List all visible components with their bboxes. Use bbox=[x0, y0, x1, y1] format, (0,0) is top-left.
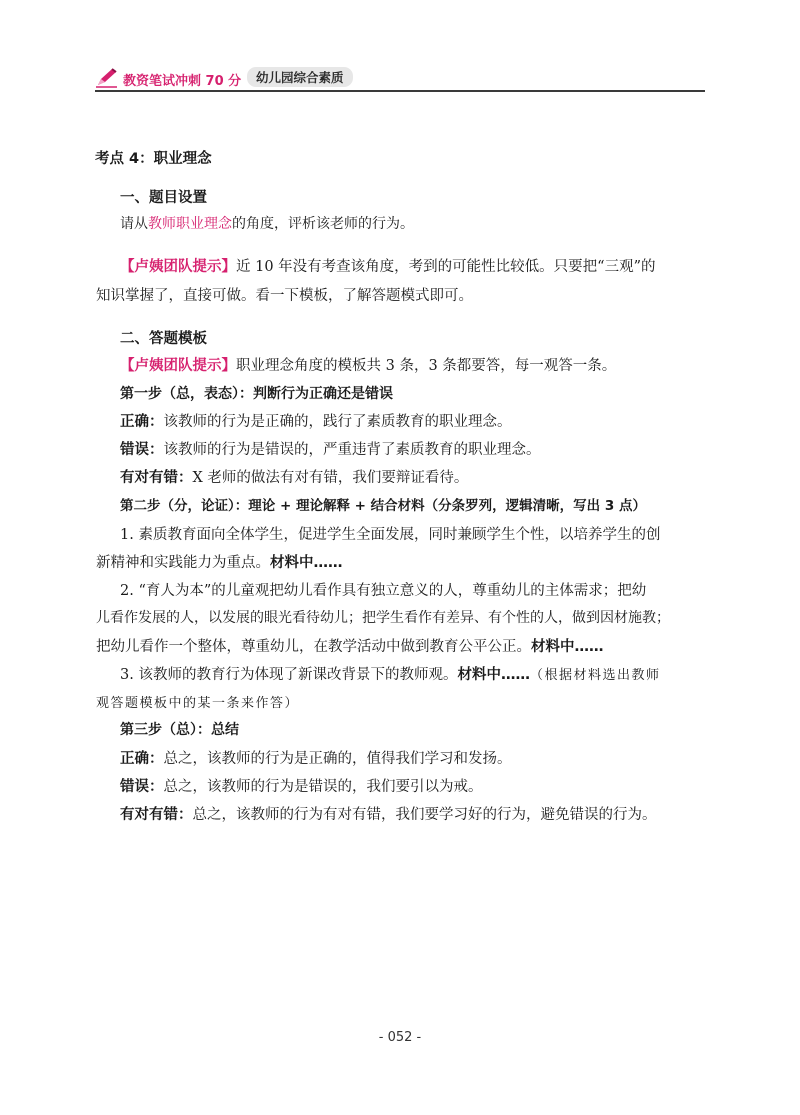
text-mixed: X 老师的做法有对有错，我们要辩证看待。 bbox=[192, 470, 469, 486]
part2-heading: 二、答题模板 bbox=[120, 330, 207, 347]
pencil-icon bbox=[95, 68, 119, 88]
point-2-line-3 bbox=[96, 635, 604, 656]
tip-label: 【卢姨团队提示】 bbox=[120, 259, 236, 275]
section-title: 考点 4：职业理念 bbox=[95, 151, 212, 167]
step-3-correct bbox=[120, 747, 512, 768]
text-wrong: 该教师的行为是错误的，严重违背了素质教育的职业理念。 bbox=[163, 442, 541, 458]
step-1-heading: 第一步（总，表态）：判断行为正确还是错误 bbox=[120, 386, 393, 402]
tip-paragraph-1 bbox=[120, 255, 656, 276]
point-3-note-cont: 观答题模板中的某一条来作答） bbox=[96, 696, 300, 711]
material-label: 材料中…… bbox=[270, 555, 343, 571]
material-label: 材料中…… bbox=[457, 667, 530, 683]
part1-heading: 一、题目设置 bbox=[120, 189, 207, 206]
label-correct: 正确： bbox=[120, 414, 164, 430]
point-2-line-2: 儿看作发展的人，以发展的眼光看待幼儿；把学生看作有差异、有个性的人，做到因材施教； bbox=[96, 610, 670, 626]
header-rule bbox=[95, 90, 705, 92]
page-number: - 052 - bbox=[378, 1030, 422, 1045]
subject-tag: 幼儿园综合素质 bbox=[247, 67, 353, 87]
point-1-line-1: 1. 素质教育面向全体学生，促进学生全面发展，同时兼顾学生个性，以培养学生的创 bbox=[120, 527, 661, 543]
text-correct: 总之，该教师的行为是正确的，值得我们学习和发扬。 bbox=[163, 751, 512, 767]
label-wrong: 错误： bbox=[120, 779, 164, 795]
point-1-line-2 bbox=[96, 551, 343, 572]
tip-text: 近 10 年没有考查该角度，考到的可能性比较低。只要把“三观”的 bbox=[236, 259, 656, 275]
label-correct: 正确： bbox=[120, 751, 164, 767]
text-wrong: 总之，该教师的行为是错误的，我们要引以为戒。 bbox=[163, 779, 483, 795]
point-1-text: 新精神和实践能力为重点。 bbox=[96, 555, 270, 571]
point-2-line-1: 2. “育人为本”的儿童观把幼儿看作具有独立意义的人，尊重幼儿的主体需求；把幼 bbox=[120, 583, 647, 599]
point-3-text: 3. 该教师的教育行为体现了新课改背景下的教师观。 bbox=[120, 667, 458, 683]
step-3-wrong bbox=[120, 775, 483, 796]
label-mixed: 有对有错： bbox=[120, 807, 193, 823]
step-1-wrong bbox=[120, 438, 541, 459]
step-1-mixed bbox=[120, 466, 468, 487]
page-header bbox=[95, 64, 705, 92]
step-2-heading: 第二步（分，论证）：理论 + 理论解释 + 结合材料（分条罗列，逻辑清晰，写出 3 点） bbox=[120, 498, 646, 514]
question-suffix: 的角度，评析该老师的行为。 bbox=[232, 216, 414, 232]
step-3-mixed bbox=[120, 803, 657, 824]
point-3-note: （根据材料选出教师 bbox=[529, 668, 661, 683]
question-setting bbox=[120, 213, 414, 233]
step-3-heading: 第三步（总）：总结 bbox=[120, 722, 239, 738]
label-mixed: 有对有错： bbox=[120, 470, 193, 486]
question-prefix: 请从 bbox=[120, 216, 148, 232]
step-1-correct bbox=[120, 410, 512, 431]
tip-text: 职业理念角度的模板共 3 条，3 条都要答，每一观答一条。 bbox=[236, 358, 617, 374]
tip-label: 【卢姨团队提示】 bbox=[120, 358, 236, 374]
point-2-text: 把幼儿看作一个整体，尊重幼儿，在教学活动中做到教育公平公正。 bbox=[96, 639, 531, 655]
label-wrong: 错误： bbox=[120, 442, 164, 458]
book-title: 教资笔试冲刺 70 分 bbox=[123, 74, 242, 89]
text-mixed: 总之，该教师的行为有对有错，我们要学习好的行为，避免错误的行为。 bbox=[192, 807, 657, 823]
tip-paragraph-2 bbox=[120, 354, 616, 375]
text-correct: 该教师的行为是正确的，践行了素质教育的职业理念。 bbox=[163, 414, 512, 430]
question-highlight: 教师职业理念 bbox=[148, 216, 232, 232]
material-label: 材料中…… bbox=[531, 639, 604, 655]
tip-paragraph-1-cont: 知识掌握了，直接可做。看一下模板，了解答题模式即可。 bbox=[96, 288, 473, 304]
point-3-line-1 bbox=[120, 663, 660, 684]
